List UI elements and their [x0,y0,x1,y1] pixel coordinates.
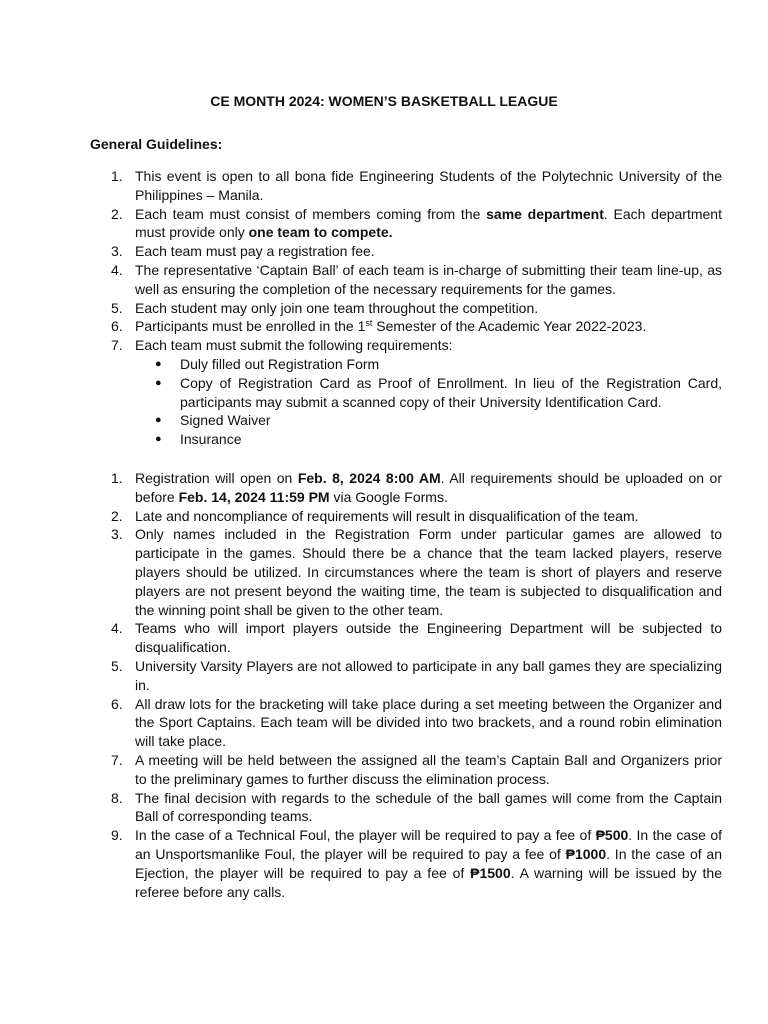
list-item-text: . In the case of an Unsportsmanlike Foul, the player will be required to pay a fee of [135,827,722,862]
list-item [111,469,722,507]
list-item-number: 1. [111,168,123,184]
list-item-text: Each team must consist of members coming from the [135,205,487,222]
guidelines-list [90,167,722,449]
bold-text: ₱1500 [470,864,511,881]
bullet-item: ● Duly filled out Registration Form [180,355,722,374]
list-item-text: Each team must pay a registration fee. [135,243,375,260]
list-item-text: Semester of the Academic Year 2022-2023. [372,318,647,335]
list-item [111,789,722,827]
list-item-text: This event is open to all bona fide Engineering Students of the Polytechnic University of the Philippines – Manila. [135,168,722,203]
superscript-text: st [365,318,373,329]
list-item-text: The representative ‘Captain Ball’ of each team is in-charge of submitting their team line-up, as well as ensuring the completion of the necessary requirements for the games. [135,261,722,297]
list-item [111,299,722,318]
list-item-number: 1. [111,470,123,486]
list-item [111,205,722,243]
list-item [111,242,722,261]
list-item-text: . In the case of an Ejection, the player will be required to pay a fee of [135,845,723,881]
list-item-number: 3. [111,243,123,260]
list-item-number: 9. [111,827,123,844]
list-item [111,336,722,449]
list-item-text: In the case of a Technical Foul, the player will be required to pay a fee of [135,827,596,844]
list-item-number: 7. [111,751,123,768]
list-item-number: 8. [111,789,123,806]
list-item-text: Late and noncompliance of requirements will result in disqualification of the team. [135,507,639,524]
list-item-text: Each team must submit the following requirements: [135,337,453,354]
bold-text: Feb. 14, 2024 11:59 PM [178,488,330,505]
list-item [111,751,722,789]
list-item-text: A meeting will be held between the assigned all the team’s Captain Ball and Organizers prior to the preliminary games to further discuss the elimination process. [135,751,722,787]
bold-text: same department [486,205,604,222]
list-item-text: Participants must be enrolled in the 1 [135,318,366,335]
list-item-text: Teams who will import players outside the Engineering Department will be subjected to disqualification. [135,620,722,656]
list-item-number: 4. [111,620,123,637]
list-item [111,317,722,336]
list-item-text: Registration will open on [135,470,298,486]
list-item-text: Only names included in the Registration Form under particular games are allowed to participate in the games. Should there be a chance that the team lacked players, reserve players should be utilized. In circumstances where the team is short of players and reserve players are not present beyond the waiting time, the team is subjected to disqualification and the winning point shall be given to the other team. [135,526,722,618]
list-item [111,619,722,657]
list-item-text: via Google Forms. [329,488,448,505]
list-item-number: 7. [111,337,123,354]
list-item-text: Each student may only join one team throughout the competition. [135,299,539,316]
bold-text: Feb. 8, 2024 8:00 AM [297,470,441,486]
list-item-number: 4. [111,261,123,278]
list-item [111,826,723,901]
list-item-text: . Each department must provide only [135,205,722,241]
list-item-text: . All requirements should be uploaded on or before [135,470,722,505]
bold-text: one team to compete. [248,224,393,241]
bold-text: ₱1000 [565,845,607,862]
requirements-bullet-list [135,355,722,449]
bullet-item: ● Insurance [180,430,722,449]
list-item [111,507,722,526]
list-item-number: 5. [111,299,123,316]
registration-rules-list [90,469,722,901]
list-item-text: All draw lots for the bracketing will take place during a set meeting between the Organizer and the Sport Captains. Each team will be divided into two brackets, and a round robin elimination will take place. [135,695,722,750]
bullet-item: ● Signed Waiver [180,411,722,430]
bullet-item: ● Copy of Registration Card as Proof of Enrollment. In lieu of the Registration Card, participants may submit a scanned copy of their University Identification Card. [180,374,722,412]
list-item-number: 6. [111,695,123,712]
list-item-number: 2. [111,507,123,524]
list-item [111,657,722,695]
document-title: CE MONTH 2024: WOMEN’S BASKETBALL LEAGUE [210,93,558,109]
list-item [111,525,722,619]
list-item [111,695,722,751]
list-item-text: University Varsity Players are not allowed to participate in any ball games they are specializing in. [135,657,722,693]
list-item-number: 2. [111,205,123,222]
list-item-number: 3. [111,526,123,543]
list-item-number: 5. [111,657,123,674]
list-item [111,261,722,299]
list-item-text: . A warning will be issued by the referee before any calls. [135,864,722,900]
bold-text: ₱500 [595,827,629,844]
section-heading: General Guidelines: [90,136,223,152]
list-item-number: 6. [111,318,123,335]
list-item [111,167,722,205]
list-item-text: The final decision with regards to the schedule of the ball games will come from the Captain Ball of corresponding teams. [135,789,722,825]
